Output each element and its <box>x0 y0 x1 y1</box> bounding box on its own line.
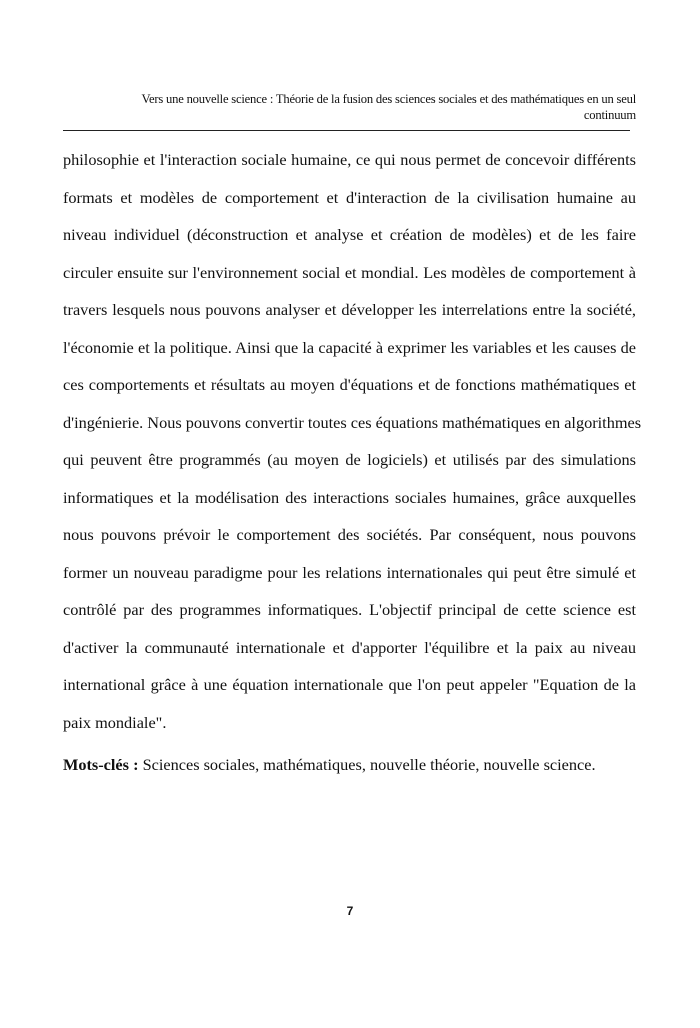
running-header <box>63 91 636 123</box>
header-rule <box>63 130 630 131</box>
body-line: l'économie et la politique. Ainsi que la capacité à exprimer les variables et les causes de <box>63 337 636 357</box>
body-paragraph <box>63 148 642 748</box>
running-header-line: continuum <box>583 108 636 122</box>
running-header-line: Vers une nouvelle science : Théorie de la fusion des sciences sociales et des mathématiques en un seul <box>141 92 636 106</box>
body-line: formats et modèles de comportement et d'interaction de la civilisation humaine au <box>63 187 636 207</box>
body-line: travers lesquels nous pouvons analyser et développer les interrelations entre la société, <box>63 300 636 319</box>
keywords <box>63 753 596 777</box>
body-line: qui peuvent être programmés (au moyen de logiciels) et utilisés par des simulations <box>63 450 636 469</box>
body-line: international grâce à une équation internationale que l'on peut appeler "Equation de la <box>63 675 636 694</box>
body-line: d'ingénierie. Nous pouvons convertir toutes ces équations mathématiques en algorithmes <box>63 412 642 432</box>
body-line: former un nouveau paradigme pour les relations internationales qui peut être simulé et <box>63 562 636 582</box>
body-line: nous pouvons prévoir le comportement des sociétés. Par conséquent, nous pouvons <box>63 525 636 544</box>
body-line: informatiques et la modélisation des interactions sociales humaines, grâce auxquelles <box>63 487 636 507</box>
body-line: circuler ensuite sur l'environnement social et mondial. Les modèles de comportement à <box>63 262 636 282</box>
page-number: 7 <box>346 904 354 918</box>
body-line: philosophie et l'interaction sociale humaine, ce qui nous permet de concevoir différents <box>63 150 636 169</box>
keywords-label: Mots-clés : <box>63 755 139 774</box>
keywords-text: Sciences sociales, mathématiques, nouvelle théorie, nouvelle science. <box>138 755 596 774</box>
body-line: niveau individuel (déconstruction et analyse et création de modèles) et de les faire <box>63 225 636 244</box>
body-line: ces comportements et résultats au moyen d'équations et de fonctions mathématiques et <box>63 375 636 394</box>
body-line: contrôlé par des programmes informatiques. L'objectif principal de cette science est <box>63 600 636 619</box>
body-line: d'activer la communauté internationale et d'apporter l'équilibre et la paix au niveau <box>63 637 636 657</box>
body-line: paix mondiale". <box>63 712 167 732</box>
